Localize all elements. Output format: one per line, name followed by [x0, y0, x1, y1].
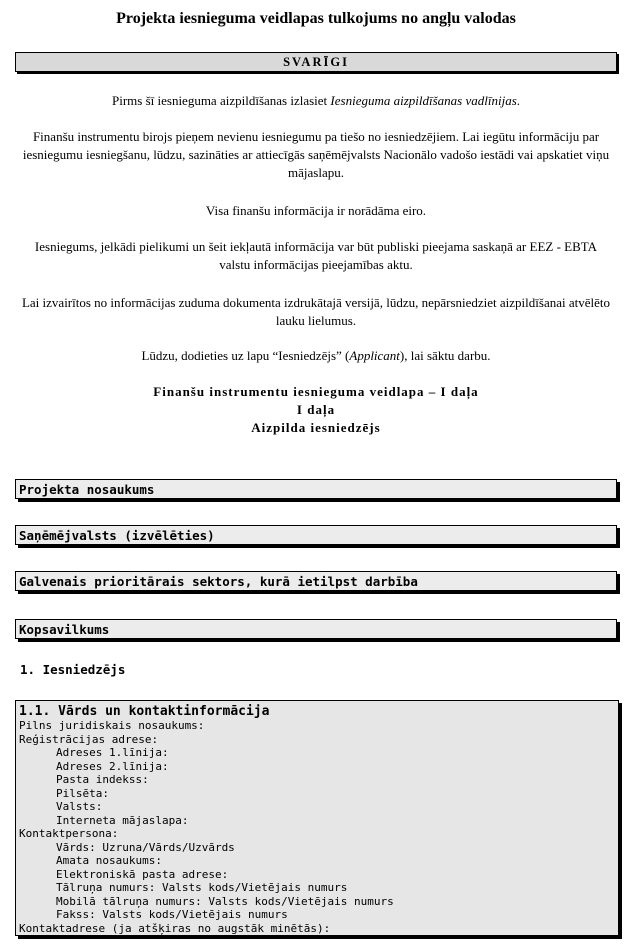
intro-p6-text: Lūdzu, dodieties uz lapu “Iesniedzējs” (: [141, 348, 350, 363]
intro-paragraph-currency: Visa finanšu informācija ir norādāma eiro.: [205, 203, 427, 218]
email-label: Elektroniskā pasta adrese:: [56, 867, 229, 881]
city-label: Pilsēta:: [56, 786, 109, 800]
contact-info-title: 1.1. Vārds un kontaktinformācija: [19, 704, 270, 719]
intro-paragraph-start: [20, 347, 612, 365]
part-heading-line1: Finanšu instrumentu iesnieguma veidlapa – I daļa: [153, 384, 479, 399]
intro-p6-suffix: ), lai sāktu darbu.: [399, 348, 491, 363]
position-label: Amata nosaukums:: [56, 854, 162, 867]
section-applicant-title: 1. Iesniedzējs: [20, 662, 126, 677]
intro-paragraph-submission: Finanšu instrumentu birojs pieņem nevienu iesniegumu pa tiešo no iesniedzējiem. Lai iegūtu informāciju par iesniegumu iesniegšanu, lūdzu, sazināties ar attiecīgās saņēmējvalsts Nacionālo vadošo iestādi vai apskatiet viņu mājaslapu.: [22, 129, 610, 180]
important-banner: SVARĪGI: [15, 52, 617, 72]
part-heading-line2: I daļa: [296, 402, 336, 417]
intro-paragraph-field-size: Lai izvairītos no informācijas zuduma dokumenta izdrukātajā versijā, lūdzu, nepārsniedziet aizpildīšanai atvēlēto lauku lielumus.: [21, 295, 611, 328]
registered-address-label: Reģistrācijas adrese:: [19, 732, 159, 746]
fax-label: Fakss: Valsts kods/Vietējais numurs: [56, 908, 288, 921]
country-label: Valsts:: [56, 800, 103, 813]
contact-info-box[interactable]: [15, 700, 619, 936]
document-title: Projekta iesnieguma veidlapas tulkojums no angļu valodas: [116, 10, 516, 27]
recipient-country-field[interactable]: Saņēmējvalsts (izvēlēties): [15, 525, 617, 545]
contact-address-label: Kontaktadrese (ja atšķiras no augstāk minētās):: [19, 921, 331, 935]
contact-name-label: Vārds: Uzruna/Vārds/Uzvārds: [56, 840, 235, 854]
mobile-label: Mobilā tālruņa numurs: Valsts kods/Vietējais numurs: [56, 894, 394, 908]
project-name-field[interactable]: Projekta nosaukums: [15, 479, 617, 499]
address-line2-label: Adreses 2.līnija:: [56, 759, 169, 773]
part-heading-line3: Aizpilda iesniedzējs: [251, 420, 381, 435]
address-line1-label: Adreses 1.līnija:: [56, 746, 169, 759]
phone-label: Tālruņa numurs: Valsts kods/Vietējais numurs: [56, 881, 348, 894]
applicant-link-text: Applicant: [349, 348, 400, 363]
intro-paragraph-publicity: Iesniegums, jelkādi pielikumi un šeit iekļautā informācija var būt publiski pieejama saskaņā ar EEZ - EBTA valstu informācijas pieejamības aktu.: [34, 239, 598, 272]
contact-person-label: Kontaktpersona:: [19, 827, 119, 840]
website-label: Interneta mājaslapa:: [56, 813, 189, 827]
intro-p1-text: Pirms šī iesnieguma aizpildīšanas izlasiet: [111, 93, 331, 108]
intro-paragraph-guidelines: [20, 92, 612, 110]
guidelines-link-text: Iesnieguma aizpildīšanas vadlīnijas: [330, 93, 517, 108]
summary-field[interactable]: Kopsavilkums: [15, 619, 617, 639]
priority-sector-field[interactable]: Galvenais prioritārais sektors, kurā ietilpst darbība: [15, 571, 617, 591]
intro-p1-suffix: .: [516, 93, 521, 108]
postcode-label: Pasta indekss:: [56, 773, 149, 786]
full-legal-name-label: Pilns juridiskais nosaukums:: [19, 719, 205, 732]
